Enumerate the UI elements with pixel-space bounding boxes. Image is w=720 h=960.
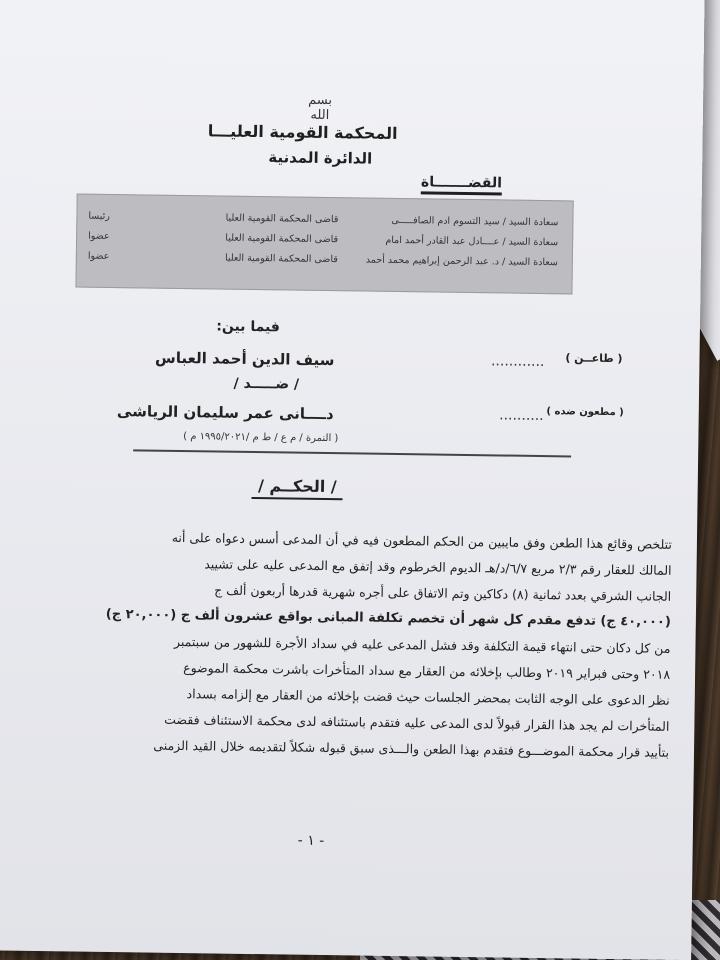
case-number: ( النمرة / م ع / ط م /١٩٩٥/٢٠٢١ م ) <box>183 431 339 445</box>
body-line: المتأخرات لم يجد هذا القرار قبولاً لدى المدعى عليه فتقدم باستئنافه لدى محكمة الاستئناف فقضت <box>164 711 670 734</box>
judge-row <box>88 231 558 249</box>
judge-row <box>88 211 558 229</box>
body-line: تتلخص وقائع هذا الطعن وفق مايبين من الحكم المطعون فيه في أن المدعى أسس دعواه على أنه <box>171 529 673 552</box>
appellant-name: سيف الدين أحمد العباس <box>154 348 335 370</box>
body-line: الجانب الشرقي بعدد ثمانية (٨) دكاكين وتم الاتفاق على أجره شهرية قدرها أربعون ألف ج <box>214 582 672 604</box>
between-label: فيما بين: <box>216 318 281 336</box>
body-line: نظر الدعوى على الوجه الثابت بمحضر الجلسات حيث قضت بإخلائه من العقار مع إلزامه بسداد <box>186 686 670 708</box>
judge-role: عضوا <box>88 230 110 242</box>
judgment-body <box>0 522 672 765</box>
judge-title: قاضى المحكمة القومية العليا <box>225 232 339 246</box>
judge-name: سعادة السيد / عــــادل عبد القادر أحمد امام <box>385 234 559 249</box>
judgment-heading: / الحكــم / <box>252 476 343 500</box>
body-line: (٤٠,٠٠٠ ج) تدفع مقدم كل شهر أن تخصم تكلفة المبانى بواقع عشرون ألف ج (٢٠,٠٠٠ ج) <box>105 606 671 630</box>
judiciary-label: القضـــــــاة <box>421 174 502 195</box>
judge-title: قاضى المحكمة القومية العليا <box>225 212 339 226</box>
respondent-dots: .......... <box>499 407 544 425</box>
court-name: المحكمة القومية العليـــا <box>207 121 398 143</box>
judge-role: عضوا <box>87 250 110 262</box>
respondent-role: ( مطعون ضده ) <box>546 406 624 419</box>
judges-panel <box>75 194 573 295</box>
circuit-name: الدائرة المدنية <box>268 148 373 168</box>
respondent-name: دــــانى عمر سليمان الرياشى <box>116 402 334 424</box>
versus-label: / ضـــــد / <box>233 375 300 393</box>
judge-title: قاضى المحكمة القومية العليا <box>224 252 338 266</box>
court-emblem: بسم الله <box>308 92 333 124</box>
body-line: بتأييد قرار محكمة الموضـــوع فتقدم بهذا الطعن والـــذى سبق قبوله شكلاً لتقديمه خلال القيد الزمنى <box>153 737 670 760</box>
body-line: ٢٠١٨ وحتى فبراير ٢٠١٩ وطالب بإخلائه من العقار مع سداد المتأخرات باشرت محكمة الموضوع <box>183 660 671 682</box>
judge-name: سعادة السيد / سيد التسوم ادم الصافـــــى <box>391 214 559 229</box>
judge-row <box>88 251 558 269</box>
appellant-role: ( طاعــن ) <box>565 351 623 366</box>
page-number: - ١ - <box>297 832 325 850</box>
appellant-dots: ............ <box>490 353 545 371</box>
body-line: المالك للعقار رقم ٢/٣ مربع ٦/٧/د/هـ الديوم الخرطوم وقد إتفق مع المدعى عليه على تشييد <box>204 556 672 578</box>
divider-line <box>133 449 571 457</box>
judge-role: رئيسا <box>88 210 110 222</box>
judge-name: سعادة السيد / د. عبد الرحمن إبراهيم محمد أحمد <box>365 254 558 269</box>
body-line: من كل دكان حتى انتهاء قيمة التكلفة وقد فشل المدعى عليه في سداد الأجرة للشهور من سبتمبر <box>173 633 671 656</box>
